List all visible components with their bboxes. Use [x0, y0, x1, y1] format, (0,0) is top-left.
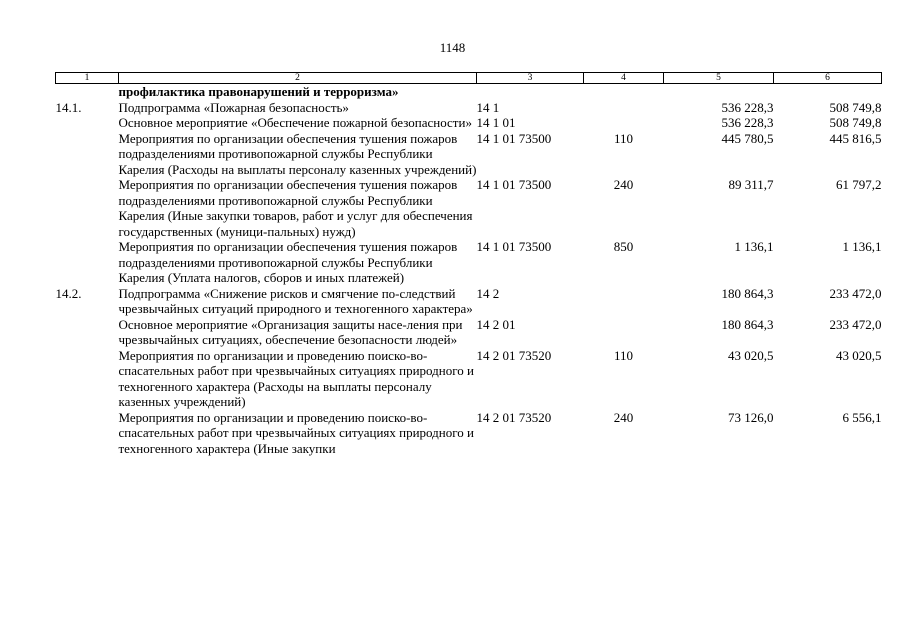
row-amount-2: 43 020,5 — [836, 347, 882, 363]
column-header-5: 5 — [664, 73, 774, 84]
row-number — [56, 239, 119, 286]
row-amount-1: 73 126,0 — [728, 409, 774, 425]
row-name: профилактика правонарушений и терроризма» — [118, 84, 399, 99]
row-code: 14 1 01 73500 — [476, 177, 552, 192]
row-amount-1: 180 864,3 — [721, 316, 774, 332]
row-code: 14 1 01 73500 — [476, 130, 552, 146]
row-name: Подпрограмма «Снижение рисков и смягчение по-следствий чрезвычайных ситуаций природного и техногенного характера» — [118, 285, 473, 316]
row-amount-2: 233 472,0 — [829, 316, 882, 332]
row-amount-2: 508 749,8 — [829, 99, 882, 115]
row-number — [56, 348, 119, 410]
row-code: 14 1 — [476, 99, 500, 115]
row-expense-type — [584, 115, 664, 131]
column-header-3: 3 — [477, 73, 584, 84]
row-amount-1: 445 780,5 — [721, 130, 774, 146]
page-number: 1148 — [439, 40, 466, 55]
row-code: 14 2 01 — [476, 316, 516, 332]
row-amount-2: 233 472,0 — [829, 285, 882, 301]
row-name: Мероприятия по организации обеспечения тушения пожаров подразделениями противопожарной службы Республики Карелия (Уплата налогов, сборов и иных платежей) — [118, 239, 458, 285]
table-row — [56, 348, 882, 410]
table-row — [56, 115, 882, 131]
table-row — [56, 239, 882, 286]
table-row — [56, 100, 882, 116]
table-row — [56, 317, 882, 348]
row-code: 14 2 01 73520 — [476, 347, 552, 363]
row-code: 14 1 01 73500 — [476, 239, 552, 254]
column-header-6: 6 — [774, 73, 882, 84]
row-number — [56, 115, 119, 131]
table-header-row — [56, 73, 882, 84]
row-name: Основное мероприятие «Организация защиты насе-ления при чрезвычайных ситуациях, обеспечение безопасности людей» — [118, 316, 463, 347]
table-row — [56, 131, 882, 178]
row-expense-type — [584, 317, 664, 348]
row-amount-1: 536 228,3 — [721, 115, 774, 130]
table-row — [56, 286, 882, 317]
row-number — [56, 410, 119, 457]
row-amount-1: 536 228,3 — [721, 99, 774, 115]
column-header-4: 4 — [584, 73, 664, 84]
row-name: Подпрограмма «Пожарная безопасность» — [118, 99, 349, 115]
row-amount-2: 445 816,5 — [829, 130, 882, 146]
table-row — [56, 177, 882, 239]
row-expense-type: 240 — [613, 177, 634, 192]
row-amount-2: 6 556,1 — [842, 409, 882, 425]
row-expense-type: 110 — [613, 130, 634, 146]
row-number: 14.2. — [55, 285, 82, 301]
row-code: 14 2 — [476, 285, 500, 301]
row-expense-type — [584, 286, 664, 317]
row-amount-1: 89 311,7 — [728, 177, 774, 192]
row-number — [56, 317, 119, 348]
row-amount-2: 508 749,8 — [829, 115, 882, 130]
row-amount-1: 1 136,1 — [734, 239, 774, 254]
row-amount-1: 180 864,3 — [721, 285, 774, 301]
row-code — [477, 84, 584, 100]
row-number — [56, 131, 119, 178]
column-header-1: 1 — [56, 73, 119, 84]
row-expense-type: 240 — [613, 409, 634, 425]
table-row — [56, 84, 882, 100]
row-number — [56, 177, 119, 239]
row-code: 14 2 01 73520 — [476, 409, 552, 425]
row-name: Мероприятия по организации и проведению поиско-во-спасательных работ при чрезвычайных ситуациях природного и техногенного характера (Иные закупки — [118, 409, 474, 456]
table-body — [56, 84, 882, 457]
row-amount-1: 43 020,5 — [728, 347, 774, 363]
row-expense-type: 850 — [613, 239, 634, 254]
row-code: 14 1 01 — [476, 115, 516, 130]
row-number — [56, 84, 119, 100]
row-amount-2 — [774, 84, 882, 100]
row-expense-type — [584, 100, 664, 116]
row-number: 14.1. — [55, 99, 82, 115]
row-expense-type: 110 — [613, 347, 634, 363]
row-name: Основное мероприятие «Обеспечение пожарной безопасности» — [118, 115, 472, 130]
row-name: Мероприятия по организации и проведению поиско-во-спасательных работ при чрезвычайных ситуациях природного и техногенного характера (Расходы на выплаты персоналу казенных учреждений) — [118, 347, 474, 409]
budget-table — [55, 72, 882, 456]
row-expense-type — [584, 84, 664, 100]
row-name: Мероприятия по организации обеспечения тушения пожаров подразделениями противопожарной службы Республики Карелия (Расходы на выплаты персоналу казенных учреждений) — [118, 130, 477, 177]
row-amount-2: 61 797,2 — [836, 177, 882, 192]
table-row — [56, 410, 882, 457]
row-name: Мероприятия по организации обеспечения тушения пожаров подразделениями противопожарной службы Республики Карелия (Иные закупки товаров, работ и услуг для обеспечения государственных (муници-пальных) нужд) — [118, 177, 473, 239]
column-header-2: 2 — [119, 73, 477, 84]
row-amount-1 — [664, 84, 774, 100]
row-amount-2: 1 136,1 — [842, 239, 882, 254]
